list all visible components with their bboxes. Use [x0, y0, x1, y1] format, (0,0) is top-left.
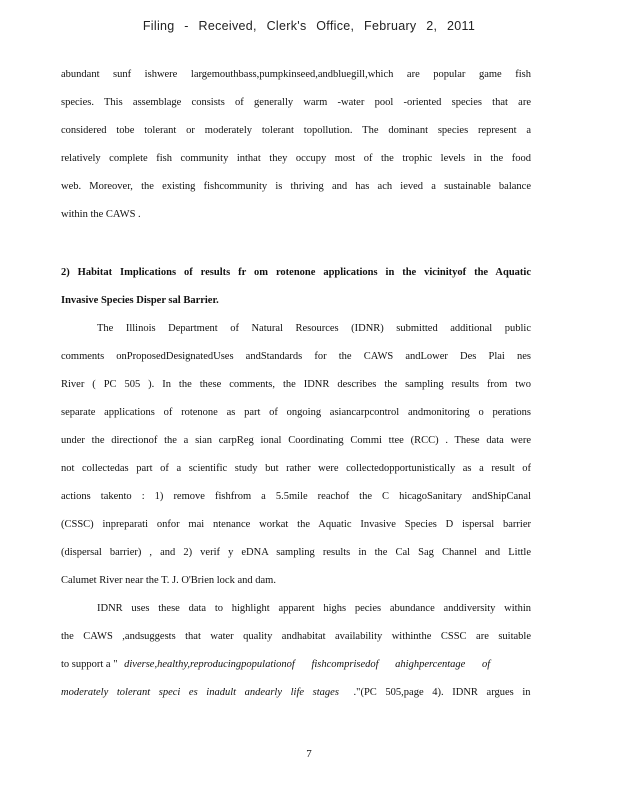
body-line: Calumet River near the T. J. O'Brien lock and dam.	[61, 575, 276, 586]
quoted-text: moderately tolerant speci es inadult andearly life stages	[61, 687, 339, 698]
body-line: (CSSC) inpreparati onfor mai ntenance workat the Aquatic Invasive Species D ispersal barrier	[61, 519, 531, 530]
body-line: species. This assemblage consists of generally warm -water pool -oriented species that are	[61, 97, 531, 108]
body-line: not collectedas part of a scientific study but rather were collectedopportunistically as a result of	[61, 463, 531, 474]
body-line: considered tobe tolerant or moderately tolerant topollution. The dominant species represent a	[61, 125, 531, 136]
page-number: 7	[306, 748, 312, 760]
body-line: The Illinois Department of Natural Resources (IDNR) submitted additional public	[97, 323, 531, 334]
body-line: web. Moreover, the existing fishcommunity is thriving and has ach ieved a sustainable balance	[61, 181, 531, 192]
body-line: separate applications of rotenone as part of ongoing asiancarpcontrol andmonitoring o perations	[61, 407, 531, 418]
body-line: relatively complete fish community inthat they occupy most of the trophic levels in the food	[61, 153, 531, 164]
section-heading: Invasive Species Disper sal Barrier.	[61, 295, 219, 306]
body-line: (dispersal barrier) , and 2) verif y eDNA sampling results in the Cal Sag Channel and Little	[61, 547, 531, 558]
quote-open: to support a "	[61, 659, 118, 670]
body-line: actions takento : 1) remove fishfrom a 5.5mile reachof the C hicagoSanitary andShipCanal	[61, 491, 531, 502]
body-line	[61, 658, 531, 672]
body-line: River ( PC 505 ). In the these comments, the IDNR describes the sampling results from two	[61, 379, 531, 390]
body-line: abundant sunf ishwere largemouthbass,pumpkinseed,andbluegill,which are popular game fish	[61, 69, 531, 80]
body-line: IDNR uses these data to highlight apparent highs pecies abundance anddiversity within	[97, 603, 531, 614]
body-line: under the directionof the a sian carpReg ional Coordinating Commi ttee (RCC) . These data were	[61, 435, 531, 446]
citation-text: ."(PC 505,page 4). IDNR argues in	[353, 687, 531, 698]
body-line: the CAWS ,andsuggests that water quality andhabitat availability withinthe CSSC are suitable	[61, 631, 531, 642]
body-line: comments onProposedDesignatedUses andStandards for the CAWS andLower Des Plai nes	[61, 351, 531, 362]
section-heading: 2) Habitat Implications of results fr om rotenone applications in the vicinityof the Aquatic	[61, 267, 531, 278]
body-line	[61, 686, 531, 700]
body-line: within the CAWS .	[61, 209, 141, 220]
quoted-text: diverse,healthy,reproducingpopulationof fishcomprisedof ahighpercentage of	[124, 659, 491, 670]
filing-header: Filing - Received, Clerk's Office, February 2, 2011	[142, 19, 476, 33]
